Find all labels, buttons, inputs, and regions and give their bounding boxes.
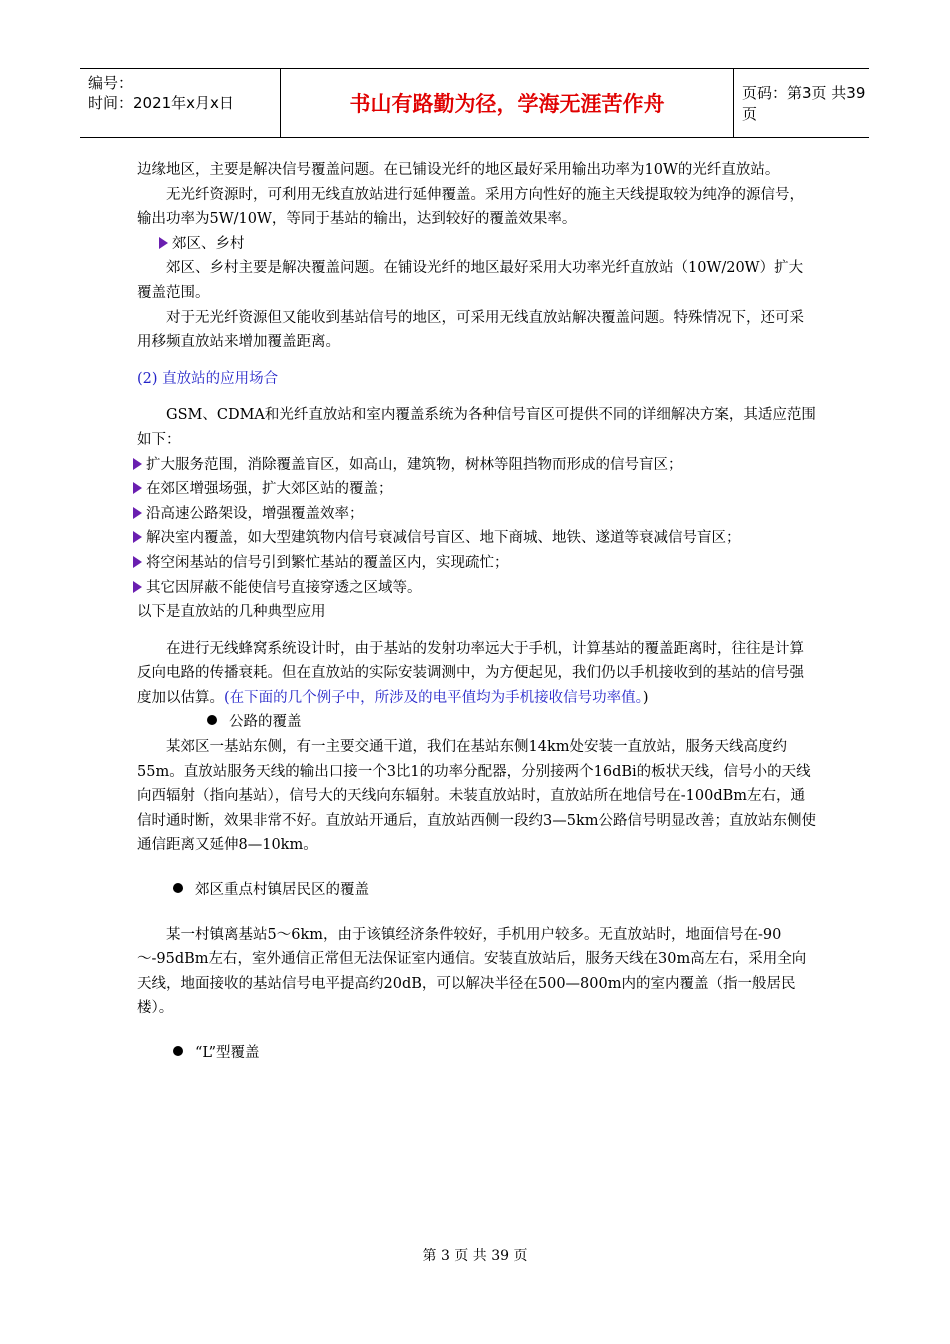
paragraph: 某一村镇离基站5～6km，由于该镇经济条件较好，手机用户较多。无直放站时，地面信号在-90～-95dBm左右，室外通信正常但无法保证室内通信。安装直放站后，服务天线在30m高左右，采用全向天线，地面接收的基站信号电平提高约20dB，可以解决半径在500—800m内的室内覆盖（指一般居民楼）。 xyxy=(137,926,807,1017)
list-item: 其它因屏蔽不能使信号直接穿透之区域等。 xyxy=(137,576,817,601)
bullet-dot-icon xyxy=(173,1046,183,1056)
triangle-bullet-icon xyxy=(133,507,142,519)
paragraph: 郊区、乡村主要是解决覆盖问题。在铺设光纤的地区最好采用大功率光纤直放站（10W/20W）扩大覆盖范围。 xyxy=(137,260,804,301)
subheading-suburb xyxy=(137,232,817,257)
page-header xyxy=(80,68,869,138)
number-label: 编号： xyxy=(88,74,134,92)
paragraph: 以下是直放站的几种典型应用 xyxy=(137,604,326,621)
paragraph: 无光纤资源时，可利用无线直放站进行延伸覆盖。采用方向性好的施主天线提取较为纯净的源信号，输出功率为5W/10W，等同于基站的输出，达到较好的覆盖效果率。 xyxy=(137,186,804,228)
subheading-text: 郊区、乡村 xyxy=(172,235,245,252)
triangle-bullet-icon xyxy=(159,237,168,249)
header-meta xyxy=(80,69,281,137)
header-motto: 书山有路勤为径，学海无涯苦作舟 xyxy=(281,69,734,137)
paragraph: GSM、CDMA和光纤直放站和室内覆盖系统为各种信号盲区可提供不同的详细解决方案，其适应范围如下： xyxy=(137,407,816,448)
date-text: 时间：2021年x月x日 xyxy=(88,94,234,112)
list-item: 在郊区增强场强，扩大郊区站的覆盖； xyxy=(137,477,817,502)
list-item: 将空闲基站的信号引到繁忙基站的覆盖区内，实现疏忙； xyxy=(137,551,817,576)
paragraph: 某郊区一基站东侧，有一主要交通干道，我们在基站东侧14km处安装一直放站，服务天线高度约55m。直放站服务天线的输出口接一个3比1的功率分配器，分别接两个16dBi的板状天线，信号小的天线向西辐射（指向基站），信号大的天线向东辐射。未装直放站时，直放站所在地信号在-100dBm左右，通信时通时断，效果非常不好。直放站开通后，直放站西侧一段约3—5km公路信号明显改善；直放站东侧使通信距离又延伸8—10km。 xyxy=(137,739,816,854)
triangle-bullet-icon xyxy=(133,581,142,593)
list-item: 沿高速公路架设，增强覆盖效率； xyxy=(137,502,817,527)
header-page-info: 页码：第3页 共39页 xyxy=(742,84,866,123)
subheading-road: 公路的覆盖 xyxy=(137,710,817,735)
paragraph: 在进行无线蜂窝系统设计时，由于基站的发射功率远大于手机，计算基站的覆盖距离时，往往是计算反向电路的传播衰耗。但在直放站的实际安装调测中，为方便起见，我们仍以手机接收到的基站的信号强度加以估算。(在下面的几个例子中，所涉及的电平值均为手机接收信号功率值。) xyxy=(137,640,804,706)
triangle-bullet-icon xyxy=(133,556,142,568)
subheading-village: 郊区重点村镇居民区的覆盖 xyxy=(137,878,817,903)
triangle-bullet-icon xyxy=(133,458,142,470)
list-item: 扩大服务范围，消除覆盖盲区，如高山，建筑物，树林等阻挡物而形成的信号盲区； xyxy=(137,453,817,478)
paragraph: 边缘地区，主要是解决信号覆盖问题。在已铺设光纤的地区最好采用输出功率为10W的光纤直放站。 xyxy=(137,162,780,178)
page-footer: 第 3 页 共 39 页 xyxy=(422,1248,528,1264)
document-body xyxy=(137,158,817,1066)
subheading-l-type: “L”型覆盖 xyxy=(137,1041,817,1066)
bullet-dot-icon xyxy=(173,883,183,893)
triangle-bullet-icon xyxy=(133,531,142,543)
bullet-dot-icon xyxy=(207,715,217,725)
section-title: (2) 直放站的应用场合 xyxy=(137,370,279,387)
list-item: 解决室内覆盖，如大型建筑物内信号衰减信号盲区、地下商城、地铁、遂道等衰减信号盲区； xyxy=(137,526,817,551)
triangle-bullet-icon xyxy=(133,482,142,494)
paragraph: 对于无光纤资源但又能收到基站信号的地区，可采用无线直放站解决覆盖问题。特殊情况下，还可采用移频直放站来增加覆盖距离。 xyxy=(137,309,804,351)
